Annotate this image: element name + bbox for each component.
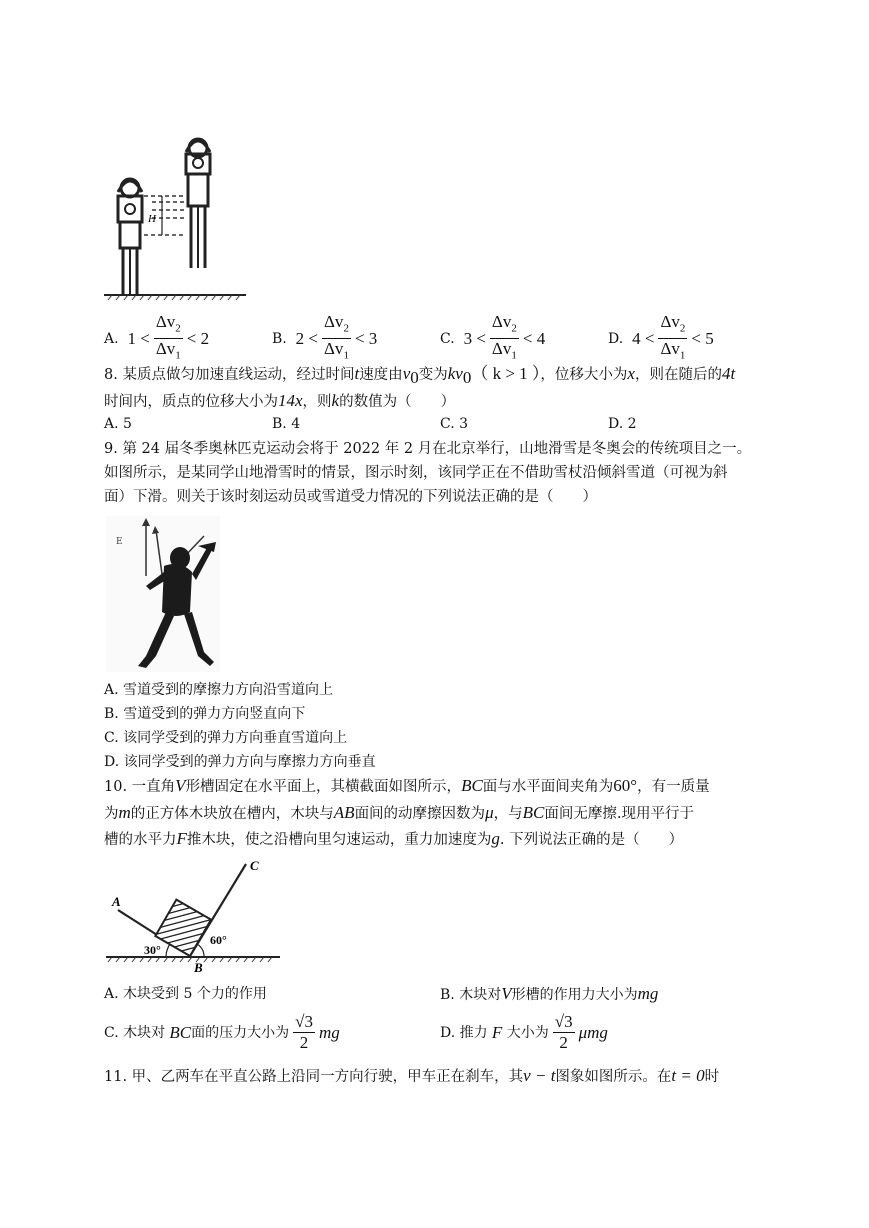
q10-option-b[interactable]: B. 木块对V形槽的作用力大小为mg: [440, 984, 659, 1003]
q9-option-c[interactable]: C. 该同学受到的弹力方向垂直雪道向上: [104, 730, 348, 746]
q8-stem-line1: 8. 某质点做匀加速直线运动，经过时间t速度由$v_0$变为$kv_0$（ k > 1 ），位移大小为x，则在随后的4t: [104, 364, 736, 387]
q10-label-B: B: [194, 960, 203, 975]
q7-option-d[interactable]: D. 4 < $\frac{\Delta v_2}{\Delta v_1}$ < 5: [608, 312, 714, 362]
q9-skier-figure: [106, 516, 220, 672]
svg-text:E: E: [116, 537, 123, 547]
q10-label-C: C: [250, 858, 259, 873]
q10-option-a[interactable]: A. 木块受到 5 个力的作用: [104, 986, 267, 1002]
q7-figure: [100, 130, 250, 302]
q10-option-c[interactable]: C. 木块对 BC 面的压力大小为 $\frac{√3}{2}$ mg: [104, 1012, 340, 1052]
q7-option-c[interactable]: C. 3 < $\frac{\Delta v_2}{\Delta v_1}$ < 4: [440, 312, 546, 362]
q7-option-b[interactable]: B. 2 < $\frac{\Delta v_2}{\Delta v_1}$ < 3: [272, 312, 378, 362]
q10-option-d[interactable]: D. 推力 F 大小为 $\frac{√3}{2}$ μmg: [440, 1012, 608, 1052]
q11-stem-line1: 11. 甲、乙两车在平直公路上沿同一方向行驶，甲车正在刹车，其v − t图象如图所示。在t = 0时: [104, 1066, 720, 1085]
q9-stem-line3: 面）下滑。则关于该时刻运动员或雪道受力情况的下列说法正确的是（ ）: [104, 489, 597, 505]
q9-stem-line1: 9. 第 24 届冬季奥林匹克运动会将于 2022 年 2 月在北京举行，山地滑雪是冬奥会的传统项目之一。: [104, 441, 752, 457]
q10-label-60: 60°: [210, 933, 227, 947]
q9-option-b[interactable]: B. 雪道受到的弹力方向竖直向下: [104, 706, 306, 722]
q9-option-a[interactable]: A. 雪道受到的摩擦力方向沿雪道向上: [104, 682, 334, 698]
q9-stem-line2: 如图所示，是某同学山地滑雪时的情景，图示时刻，该同学正在不借助雪杖沿倾斜雪道（可视为斜: [104, 465, 728, 481]
q8-option-a[interactable]: A. 5: [104, 416, 132, 432]
q9-option-d[interactable]: D. 该同学受到的弹力方向与摩擦力方向垂直: [104, 754, 376, 770]
q7-option-a[interactable]: A. 1 < $\frac{\Delta v_2}{\Delta v_1}$ < 2: [104, 312, 210, 362]
q8-stem-line2: 时间内，质点的位移大小为14x，则k的数值为（ ）: [104, 391, 456, 410]
q10-label-30: 30°: [144, 943, 161, 957]
q10-v-groove-figure: [104, 858, 284, 978]
q8-option-c[interactable]: C. 3: [440, 416, 469, 432]
q10-stem-line3: 槽的水平力F推木块，使之沿槽向里匀速运动，重力加速度为g. 下列说法正确的是（ ）: [104, 829, 684, 848]
q8-option-b[interactable]: B. 4: [272, 416, 301, 432]
q7-label-H: H: [148, 213, 156, 225]
q10-stem-line1: 10. 一直角V形槽固定在水平面上，其横截面如图所示，BC面与水平面间夹角为60°，有一质量: [104, 776, 710, 795]
q10-stem-line2: 为m的正方体木块放在槽内，木块与AB面间的动摩擦因数为μ，与BC面间无摩擦.现用平行于: [104, 803, 694, 822]
q8-option-d[interactable]: D. 2: [608, 416, 637, 432]
q10-label-A: A: [112, 894, 121, 909]
